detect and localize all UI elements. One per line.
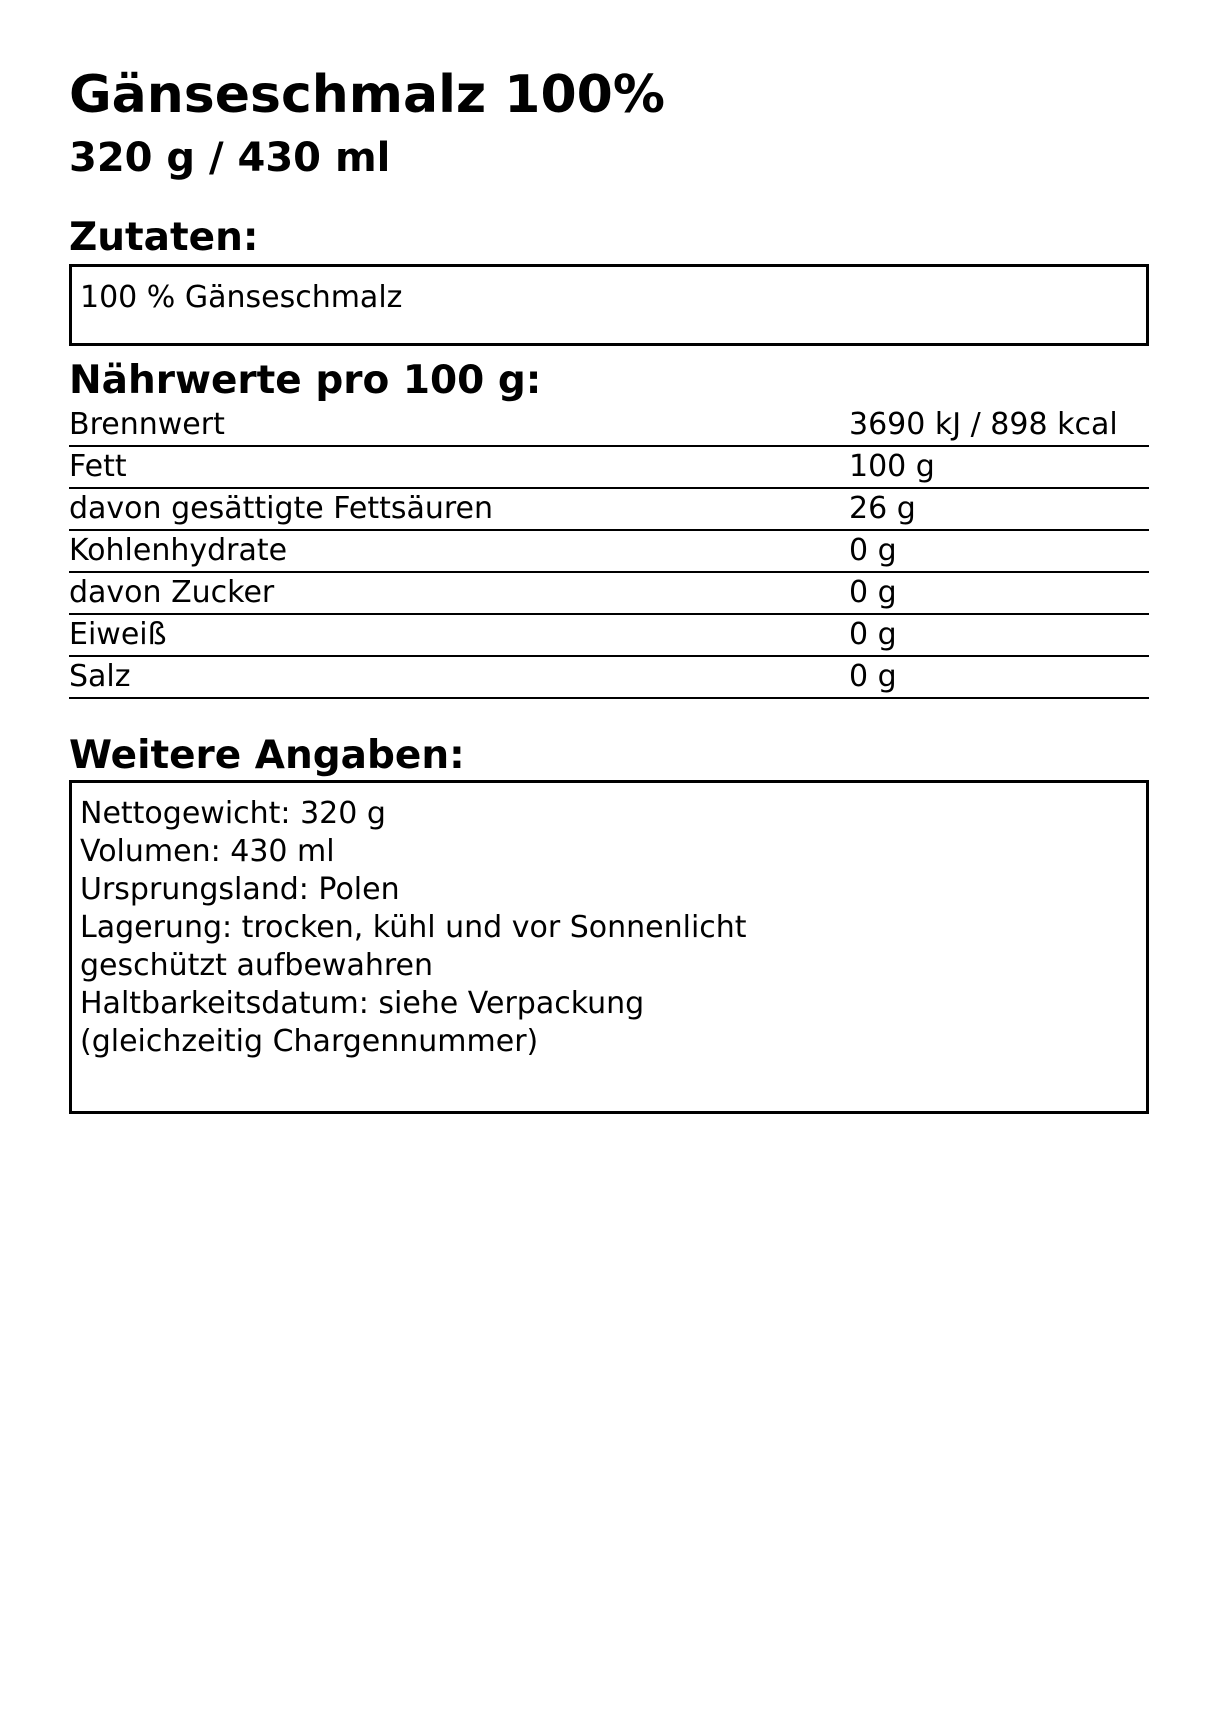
product-size: 320 g / 430 ml (69, 135, 391, 181)
table-row (69, 614, 1149, 656)
more-info-line: Lagerung: trocken, kühl und vor Sonnenlicht (80, 910, 747, 945)
nutrient-value: 3690 kJ / 898 kcal (849, 405, 1149, 446)
product-title: Gänseschmalz 100% (69, 65, 665, 125)
table-row (69, 446, 1149, 488)
ingredients-box (69, 264, 1149, 346)
ingredients-heading: Zutaten: (69, 215, 259, 260)
nutrient-value: 0 g (849, 530, 1149, 572)
more-info-line: Volumen: 430 ml (80, 834, 335, 869)
nutrient-label: davon Zucker (69, 572, 849, 614)
more-info-line: Ursprungsland: Polen (80, 872, 400, 907)
nutrient-value: 26 g (849, 488, 1149, 530)
table-row (69, 488, 1149, 530)
nutrition-table (69, 405, 1149, 699)
table-row (69, 530, 1149, 572)
more-info-line: (gleichzeitig Chargennummer) (80, 1024, 539, 1059)
table-row (69, 656, 1149, 698)
nutrient-label: Salz (69, 656, 849, 698)
more-info-line: Haltbarkeitsdatum: siehe Verpackung (80, 986, 645, 1021)
nutrient-value: 0 g (849, 614, 1149, 656)
nutrient-value: 100 g (849, 446, 1149, 488)
nutrient-label: Eiweiß (69, 614, 849, 656)
more-info-box (69, 780, 1149, 1114)
more-info-heading: Weitere Angaben: (69, 733, 465, 778)
nutrient-label: davon gesättigte Fettsäuren (69, 488, 849, 530)
nutrient-label: Kohlenhydrate (69, 530, 849, 572)
ingredients-text: 100 % Gänseschmalz (80, 280, 403, 315)
nutrient-label: Fett (69, 446, 849, 488)
nutrient-value: 0 g (849, 656, 1149, 698)
nutrient-value: 0 g (849, 572, 1149, 614)
nutrient-label: Brennwert (69, 405, 849, 446)
more-info-line: geschützt aufbewahren (80, 948, 433, 983)
table-row (69, 405, 1149, 446)
table-row (69, 572, 1149, 614)
nutrition-heading: Nährwerte pro 100 g: (69, 358, 542, 403)
more-info-line: Nettogewicht: 320 g (80, 796, 386, 831)
